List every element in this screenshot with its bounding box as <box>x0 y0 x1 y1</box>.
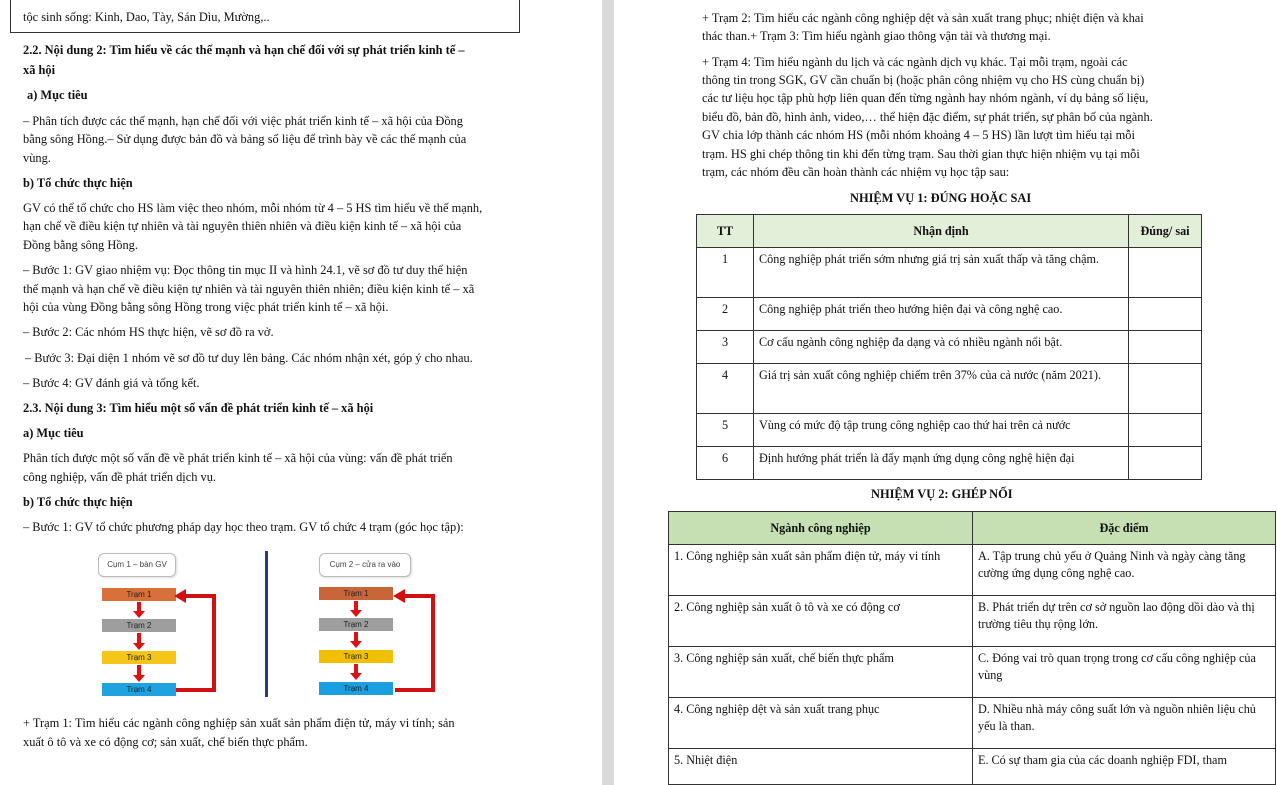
row-number: 6 <box>697 447 754 480</box>
right-station-4: Trạm 4 <box>319 682 393 695</box>
answer-cell[interactable] <box>1129 447 1202 480</box>
task-1-header-tt: TT <box>697 215 754 248</box>
section-2-2-title-cont: xã hội <box>23 63 56 77</box>
stations-step-1: – Bước 1: GV tổ chức phương pháp dạy học theo trạm. GV tổ chức 4 trạm (góc học tập): <box>23 520 464 534</box>
answer-cell[interactable] <box>1129 298 1202 331</box>
feature-cell: B. Phát triển dự trên cơ sở nguồn lao động dồi dào và thị trường tiêu thụ rộng lớn. <box>973 596 1276 647</box>
left-station-3: Trạm 3 <box>102 651 176 664</box>
down-arrow <box>354 601 358 611</box>
table-row <box>697 248 1202 298</box>
row-number: 4 <box>697 364 754 414</box>
station-2-line: + Trạm 2: Tìm hiểu các ngành công nghiệp dệt và sản xuất trang phục; nhiệt điện và khai <box>702 11 1144 25</box>
left-station-1: Trạm 1 <box>102 588 176 601</box>
down-arrow <box>137 633 141 644</box>
task-2-title: NHIỆM VỤ 2: GHÉP NỐI <box>871 487 1013 501</box>
task-1-table <box>696 214 1202 480</box>
down-arrow <box>354 664 358 674</box>
organization-heading-2: b) Tổ chức thực hiện <box>23 495 133 509</box>
return-loop-arrow-left <box>174 586 220 698</box>
statement-cell: Vùng có mức độ tập trung công nghiệp cao thứ hai trên cả nước <box>754 414 1129 447</box>
statement-cell: Giá trị sản xuất công nghiệp chiếm trên 37% của cả nước (năm 2021). <box>754 364 1129 414</box>
task-2-table <box>668 511 1276 785</box>
statement-cell: Công nghiệp phát triển sớm nhưng giá trị sản xuất thấp và tăng chậm. <box>754 248 1129 298</box>
left-station-4: Trạm 4 <box>102 683 176 696</box>
down-arrow <box>354 632 358 642</box>
objective-text-line: – Phân tích được các thế mạnh, hạn chế đối với việc phát triển kinh tế – xã hội của Đồng <box>23 114 463 128</box>
down-arrow <box>137 665 141 676</box>
industry-cell: 1. Công nghiệp sản xuất sản phẩm điện tử, máy vi tính <box>669 545 973 596</box>
step-3-line: – Bước 3: Đại diện 1 nhóm vẽ sơ đồ tư duy lên bảng. Các nhóm nhận xét, góp ý cho nhau. <box>25 351 473 365</box>
divider-line <box>265 551 268 697</box>
feature-cell: C. Đóng vai trò quan trọng trong cơ cấu công nghiệp của vùng <box>973 647 1276 698</box>
return-loop-arrow-right <box>393 586 439 698</box>
right-station-3: Trạm 3 <box>319 650 393 663</box>
station-4-line: + Trạm 4: Tìm hiểu ngành du lịch và các ngành dịch vụ khác. Tại mỗi trạm, ngoài các <box>702 55 1128 69</box>
table-row <box>669 545 1276 596</box>
station-4-line: biểu đồ, bản đồ, hình ảnh, video,… thể hiện đặc điểm, sự phát triển, sự phân bố của ngành. <box>702 110 1153 124</box>
organization-text-line: GV có thể tổ chức cho HS làm việc theo nhóm, mỗi nhóm từ 4 – 5 HS tìm hiểu về thế mạnh, <box>23 201 483 215</box>
feature-cell: D. Nhiều nhà máy công suất lớn và nguồn nhiên liệu chủ yếu là than. <box>973 698 1276 749</box>
station-4-line: các tư liệu học tập phù hợp liên quan đến từng ngành hay nhóm ngành, ví dụ bảng số liệu, <box>702 91 1149 105</box>
industry-cell: 4. Công nghiệp dệt và sản xuất trang phục <box>669 698 973 749</box>
row-number: 3 <box>697 331 754 364</box>
task-1-header-true-false: Đúng/ sai <box>1129 215 1202 248</box>
station-4-line: trạm, các nhóm đều cần hoàn thành các nhiệm vụ học tập sau: <box>702 165 1010 179</box>
table-row <box>697 447 1202 480</box>
down-arrow <box>137 602 141 612</box>
answer-cell[interactable] <box>1129 248 1202 298</box>
statement-cell: Định hướng phát triển là đẩy mạnh ứng dụng công nghệ hiện đại <box>754 447 1129 480</box>
left-station-2: Trạm 2 <box>102 619 176 632</box>
station-4-line: GV chia lớp thành các nhóm HS (mỗi nhóm khoảng 4 – 5 HS) lần lượt tìm hiểu tại mỗi <box>702 128 1135 142</box>
section-2-3-title: 2.3. Nội dung 3: Tìm hiểu một số vấn đề phát triển kinh tế – xã hội <box>23 401 374 415</box>
feature-cell: A. Tập trung chủ yếu ở Quảng Ninh và ngày càng tăng cường ứng dụng công nghệ cao. <box>973 545 1276 596</box>
station-4-line: thông tin trong SGK, GV cần chuẩn bị (hoặc phân công nhiệm vụ cho HS cùng chuẩn bị) <box>702 73 1145 87</box>
step-1-line: hội của vùng Đồng bằng sông Hồng trong việc phát triển kinh tế – xã hội. <box>23 300 389 314</box>
answer-cell[interactable] <box>1129 414 1202 447</box>
objective-text-line: bằng sông Hồng.– Sử dụng được bản đồ và bảng số liệu để trình bày về các thế mạnh của <box>23 132 467 146</box>
cluster-2-label: Cụm 2 – cửa ra vào <box>319 553 411 577</box>
statement-cell: Công nghiệp phát triển theo hướng hiện đại và công nghệ cao. <box>754 298 1129 331</box>
table-row <box>697 298 1202 331</box>
task-1-header-statement: Nhận định <box>754 215 1129 248</box>
table-row <box>697 414 1202 447</box>
table-row <box>697 364 1202 414</box>
answer-cell[interactable] <box>1129 331 1202 364</box>
right-page <box>614 0 1277 785</box>
industry-cell: 2. Công nghiệp sản xuất ô tô và xe có động cơ <box>669 596 973 647</box>
objective-heading-2: a) Mục tiêu <box>23 426 84 440</box>
objective-2-text-line: Phân tích được một số vấn đề về phát triển kinh tế – xã hội của vùng: vấn đề phát triển <box>23 451 453 465</box>
objective-2-text-line: công nghiệp, vấn đề phát triển dịch vụ. <box>23 470 217 484</box>
right-station-2: Trạm 2 <box>319 618 393 631</box>
step-2-line: – Bước 2: Các nhóm HS thực hiện, vẽ sơ đồ ra vở. <box>23 325 274 339</box>
objective-heading: a) Mục tiêu <box>27 88 88 102</box>
step-1-line: thế mạnh và hạn chế về điều kiện tự nhiên và tài nguyên thiên nhiên; điều kiện kinh tế – xã <box>23 282 475 296</box>
top-line: tộc sinh sống: Kinh, Dao, Tày, Sán Dìu, Mường,.. <box>23 10 270 24</box>
task-2-header-industry: Ngành công nghiệp <box>669 512 973 545</box>
table-row <box>669 698 1276 749</box>
table-row <box>669 647 1276 698</box>
table-row <box>669 749 1276 785</box>
row-number: 1 <box>697 248 754 298</box>
organization-text-line: Đồng bằng sông Hồng. <box>23 238 138 252</box>
task-1-title: NHIỆM VỤ 1: ĐÚNG HOẶC SAI <box>850 191 1032 205</box>
answer-cell[interactable] <box>1129 364 1202 414</box>
right-station-1: Trạm 1 <box>319 587 393 600</box>
industry-cell: 5. Nhiệt điện <box>669 749 973 785</box>
station-1-line: + Trạm 1: Tìm hiểu các ngành công nghiệp sản xuất sản phẩm điện tử, máy vi tính; sản <box>23 716 455 730</box>
section-2-2-title: 2.2. Nội dung 2: Tìm hiểu về các thế mạnh và hạn chế đối với sự phát triển kinh tế – <box>23 43 465 57</box>
cluster-1-label: Cụm 1 – bàn GV <box>98 553 176 577</box>
organization-text-line: hạn chế về điều kiện tự nhiên và tài nguyên thiên nhiên và điều kiện kinh tế – xã hội của <box>23 219 462 233</box>
station-1-line: xuất ô tô và xe có động cơ; sản xuất, chế biến thực phẩm. <box>23 735 308 749</box>
station-4-line: trạm. HS ghi chép thông tin khi đến từng trạm. Sau thời gian thực hiện nhiệm vụ tại mỗi <box>702 147 1140 161</box>
row-number: 5 <box>697 414 754 447</box>
organization-heading: b) Tổ chức thực hiện <box>23 176 133 190</box>
table-row <box>697 331 1202 364</box>
station-2-line: thác than.+ Trạm 3: Tìm hiểu ngành giao thông vận tải và thương mại. <box>702 29 1051 43</box>
table-row <box>669 596 1276 647</box>
step-4-line: – Bước 4: GV đánh giá và tổng kết. <box>23 376 200 390</box>
feature-cell: E. Có sự tham gia của các doanh nghiệp FDI, tham <box>973 749 1276 785</box>
step-1-line: – Bước 1: GV giao nhiệm vụ: Đọc thông tin mục II và hình 24.1, vẽ sơ đồ tư duy thể hiện <box>23 263 468 277</box>
left-page <box>0 0 602 785</box>
objective-text-line: vùng. <box>23 151 51 165</box>
statement-cell: Cơ cấu ngành công nghiệp đa dạng và có nhiều ngành nổi bật. <box>754 331 1129 364</box>
task-2-header-feature: Đặc điểm <box>973 512 1276 545</box>
industry-cell: 3. Công nghiệp sản xuất, chế biến thực phẩm <box>669 647 973 698</box>
row-number: 2 <box>697 298 754 331</box>
